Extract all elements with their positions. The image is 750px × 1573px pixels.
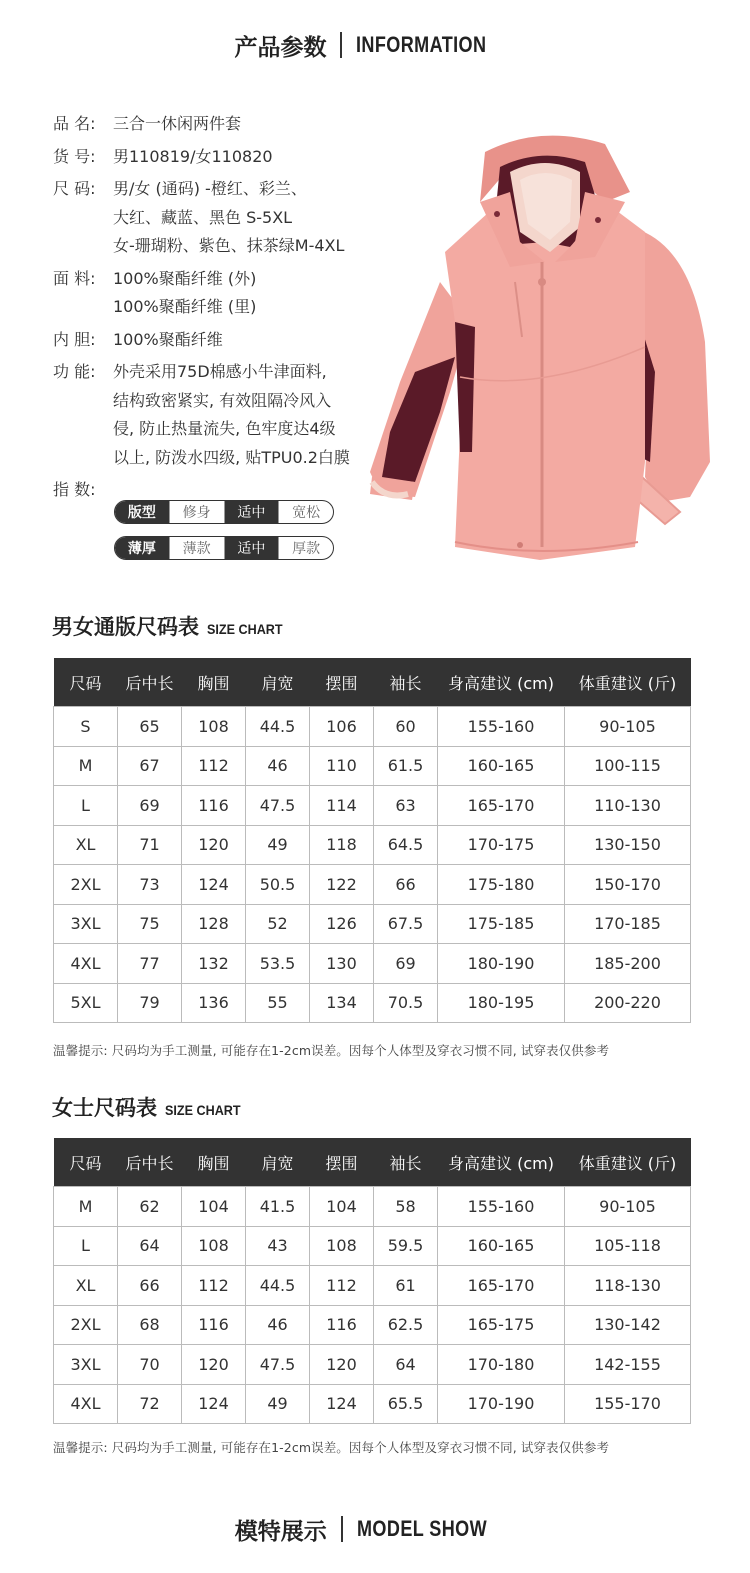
column-header: 肩宽 [246, 1138, 310, 1187]
table-cell: 200-220 [565, 983, 691, 1023]
scale-option: 薄款 [169, 537, 224, 559]
table-cell: 64 [374, 1345, 438, 1385]
column-header: 身高建议 (cm) [438, 1138, 565, 1187]
table-cell: 185-200 [565, 944, 691, 984]
param-row [53, 143, 373, 172]
table-cell: 108 [182, 1226, 246, 1266]
param-label: 功 能: [53, 362, 96, 381]
scale-bar [114, 536, 334, 560]
scale-name: 版型 [115, 501, 169, 523]
table-cell: L [54, 1226, 118, 1266]
table-cell: 60 [374, 707, 438, 747]
table-cell: 160-165 [438, 1226, 565, 1266]
table-cell: 130-150 [565, 825, 691, 865]
param-label: 品 名: [53, 114, 96, 133]
table-cell: 106 [310, 707, 374, 747]
table-cell: 47.5 [246, 1345, 310, 1385]
chart1-title [52, 611, 291, 641]
column-header: 后中长 [118, 1138, 182, 1187]
table-cell: 44.5 [246, 707, 310, 747]
table-cell: 175-185 [438, 904, 565, 944]
scale-option: 适中 [224, 537, 279, 559]
chart1-note: 温馨提示: 尺码均为手工测量, 可能存在1-2cm误差。因每个人体型及穿衣习惯不同, 试穿表仅供参考 [53, 1043, 610, 1058]
table-cell: 120 [182, 825, 246, 865]
table-cell: 5XL [54, 983, 118, 1023]
table-row [54, 707, 691, 747]
table-cell: 170-175 [438, 825, 565, 865]
table-cell: 165-170 [438, 786, 565, 826]
table-cell: 170-180 [438, 1345, 565, 1385]
table-cell: 175-180 [438, 865, 565, 905]
table-cell: 110 [310, 746, 374, 786]
table-cell: 104 [182, 1187, 246, 1227]
table-cell: 165-170 [438, 1266, 565, 1306]
table-cell: 118-130 [565, 1266, 691, 1306]
column-header: 肩宽 [246, 658, 310, 707]
size-table-unisex [53, 658, 691, 1023]
table-cell: 68 [118, 1305, 182, 1345]
table-cell: 43 [246, 1226, 310, 1266]
header-model-cn: 模特展示 [234, 1518, 327, 1545]
table-cell: XL [54, 1266, 118, 1306]
header-cn: 产品参数 [234, 34, 327, 61]
table-cell: 66 [118, 1266, 182, 1306]
table-cell: 62.5 [374, 1305, 438, 1345]
table-cell: 58 [374, 1187, 438, 1227]
param-label: 货 号: [53, 146, 96, 166]
header-model-divider [341, 1516, 343, 1542]
table-cell: 104 [310, 1187, 374, 1227]
param-label: 面 料: [53, 268, 96, 288]
header-model-en: MODEL SHOW [356, 1516, 487, 1541]
table-row [54, 825, 691, 865]
table-row [54, 1305, 691, 1345]
scale-name: 薄厚 [115, 537, 169, 559]
table-cell: 170-190 [438, 1384, 565, 1424]
scale-option: 宽松 [278, 501, 333, 523]
chart1-title-cn: 男女通版尺码表 [52, 615, 199, 639]
column-header: 摆围 [310, 658, 374, 707]
table-cell: M [54, 746, 118, 786]
table-cell: 70 [118, 1345, 182, 1385]
table-cell: 136 [182, 983, 246, 1023]
table-row [54, 983, 691, 1023]
param-value: 三合一休闲两件套 [113, 114, 242, 133]
table-row [54, 1266, 691, 1306]
table-cell: 69 [374, 944, 438, 984]
table-cell: 150-170 [565, 865, 691, 905]
table-cell: 116 [310, 1305, 374, 1345]
table-cell: 49 [246, 1384, 310, 1424]
chart2-title [52, 1092, 249, 1122]
table-cell: 108 [310, 1226, 374, 1266]
param-value: 以上, 防泼水四级, 贴TPU0.2白膜 [113, 447, 350, 467]
table-row [54, 1187, 691, 1227]
table-cell: 155-170 [565, 1384, 691, 1424]
size-table-women [53, 1138, 691, 1424]
chart1-title-en: SIZE CHART [207, 621, 283, 637]
table-cell: M [54, 1187, 118, 1227]
jacket-image [360, 132, 720, 562]
header-en: INFORMATION [356, 32, 487, 57]
chart2-title-en: SIZE CHART [165, 1102, 241, 1118]
param-row [53, 110, 373, 139]
table-cell: 170-185 [565, 904, 691, 944]
column-header: 胸围 [182, 1138, 246, 1187]
table-row [54, 1345, 691, 1385]
column-header: 体重建议 (斤) [565, 658, 691, 707]
column-header: 胸围 [182, 658, 246, 707]
param-value: 女-珊瑚粉、紫色、抹茶绿M-4XL [113, 236, 345, 255]
table-row [54, 944, 691, 984]
table-cell: 59.5 [374, 1226, 438, 1266]
table-cell: 44.5 [246, 1266, 310, 1306]
param-value: 100%聚酯纤维 [113, 329, 223, 349]
table-cell: 49 [246, 825, 310, 865]
table-cell: 73 [118, 865, 182, 905]
table-cell: 62 [118, 1187, 182, 1227]
chart2-note: 温馨提示: 尺码均为手工测量, 可能存在1-2cm误差。因每个人体型及穿衣习惯不同, 试穿表仅供参考 [53, 1440, 610, 1455]
param-value: 100%聚酯纤维 (外) [113, 268, 257, 288]
column-header: 尺码 [54, 658, 118, 707]
table-cell: 180-195 [438, 983, 565, 1023]
param-label: 指 数: [53, 480, 96, 499]
table-cell: 69 [118, 786, 182, 826]
column-header: 摆围 [310, 1138, 374, 1187]
table-cell: 4XL [54, 1384, 118, 1424]
table-cell: 71 [118, 825, 182, 865]
table-cell: 126 [310, 904, 374, 944]
table-cell: 41.5 [246, 1187, 310, 1227]
table-cell: 130-142 [565, 1305, 691, 1345]
table-cell: 180-190 [438, 944, 565, 984]
table-cell: 116 [182, 786, 246, 826]
table-cell: S [54, 707, 118, 747]
table-cell: 79 [118, 983, 182, 1023]
param-row [53, 175, 373, 261]
table-cell: 122 [310, 865, 374, 905]
param-value: 男110819/女110820 [113, 146, 273, 166]
table-cell: 134 [310, 983, 374, 1023]
table-cell: 124 [310, 1384, 374, 1424]
table-cell: 46 [246, 746, 310, 786]
table-cell: 112 [182, 1266, 246, 1306]
table-row [54, 1226, 691, 1266]
table-cell: 100-115 [565, 746, 691, 786]
table-cell: 105-118 [565, 1226, 691, 1266]
table-row [54, 746, 691, 786]
scale-bar [114, 500, 334, 524]
table-row [54, 904, 691, 944]
product-params [53, 110, 373, 509]
table-cell: 47.5 [246, 786, 310, 826]
table-cell: 90-105 [565, 707, 691, 747]
table-cell: 124 [182, 865, 246, 905]
column-header: 袖长 [374, 1138, 438, 1187]
table-cell: 160-165 [438, 746, 565, 786]
table-cell: 90-105 [565, 1187, 691, 1227]
scale-option: 厚款 [278, 537, 333, 559]
param-value: 100%聚酯纤维 (里) [113, 297, 257, 316]
table-cell: 55 [246, 983, 310, 1023]
scale-option: 修身 [169, 501, 224, 523]
table-cell: 46 [246, 1305, 310, 1345]
table-cell: 64.5 [374, 825, 438, 865]
table-cell: L [54, 786, 118, 826]
scale-option: 适中 [224, 501, 279, 523]
table-cell: 124 [182, 1384, 246, 1424]
table-cell: 4XL [54, 944, 118, 984]
column-header: 体重建议 (斤) [565, 1138, 691, 1187]
table-row [54, 865, 691, 905]
table-cell: 61 [374, 1266, 438, 1306]
table-cell: 63 [374, 786, 438, 826]
param-label: 尺 码: [53, 179, 96, 198]
table-cell: 108 [182, 707, 246, 747]
param-value: 结构致密紧实, 有效阻隔冷风入 [113, 390, 332, 410]
table-cell: 65.5 [374, 1384, 438, 1424]
table-cell: 64 [118, 1226, 182, 1266]
table-cell: 61.5 [374, 746, 438, 786]
table-cell: 50.5 [246, 865, 310, 905]
table-cell: 118 [310, 825, 374, 865]
param-label: 内 胆: [53, 329, 96, 349]
table-cell: 3XL [54, 1345, 118, 1385]
table-header-row [54, 658, 691, 707]
param-value: 大红、藏蓝、黑色 S-5XL [113, 207, 293, 227]
param-row [53, 265, 373, 322]
table-cell: 112 [310, 1266, 374, 1306]
table-cell: 155-160 [438, 707, 565, 747]
table-cell: 112 [182, 746, 246, 786]
section-header-information [0, 25, 750, 65]
table-cell: 52 [246, 904, 310, 944]
table-row [54, 786, 691, 826]
column-header: 袖长 [374, 658, 438, 707]
param-row [53, 326, 373, 355]
column-header: 尺码 [54, 1138, 118, 1187]
table-cell: 67 [118, 746, 182, 786]
table-cell: 116 [182, 1305, 246, 1345]
table-cell: 155-160 [438, 1187, 565, 1227]
table-cell: 142-155 [565, 1345, 691, 1385]
table-cell: 110-130 [565, 786, 691, 826]
table-cell: 165-175 [438, 1305, 565, 1345]
chart2-title-cn: 女士尺码表 [52, 1096, 157, 1120]
table-cell: 75 [118, 904, 182, 944]
column-header: 后中长 [118, 658, 182, 707]
header-divider [340, 32, 342, 58]
table-cell: 2XL [54, 1305, 118, 1345]
table-cell: 130 [310, 944, 374, 984]
table-cell: 53.5 [246, 944, 310, 984]
param-value: 男/女 (通码) -橙红、彩兰、 [113, 179, 307, 198]
table-cell: 2XL [54, 865, 118, 905]
table-cell: 3XL [54, 904, 118, 944]
table-cell: 67.5 [374, 904, 438, 944]
section-header-model-show [0, 1509, 750, 1549]
table-cell: 65 [118, 707, 182, 747]
table-cell: 132 [182, 944, 246, 984]
param-value: 外壳采用75D棉感小牛津面料, [113, 362, 327, 381]
index-scales [114, 500, 334, 572]
table-cell: 128 [182, 904, 246, 944]
table-row [54, 1384, 691, 1424]
table-cell: 72 [118, 1384, 182, 1424]
table-cell: XL [54, 825, 118, 865]
table-header-row [54, 1138, 691, 1187]
column-header: 身高建议 (cm) [438, 658, 565, 707]
table-cell: 70.5 [374, 983, 438, 1023]
table-cell: 120 [310, 1345, 374, 1385]
table-cell: 120 [182, 1345, 246, 1385]
table-cell: 66 [374, 865, 438, 905]
param-value: 侵, 防止热量流失, 色牢度达4级 [113, 419, 336, 438]
table-cell: 114 [310, 786, 374, 826]
table-cell: 77 [118, 944, 182, 984]
param-row [53, 358, 373, 472]
